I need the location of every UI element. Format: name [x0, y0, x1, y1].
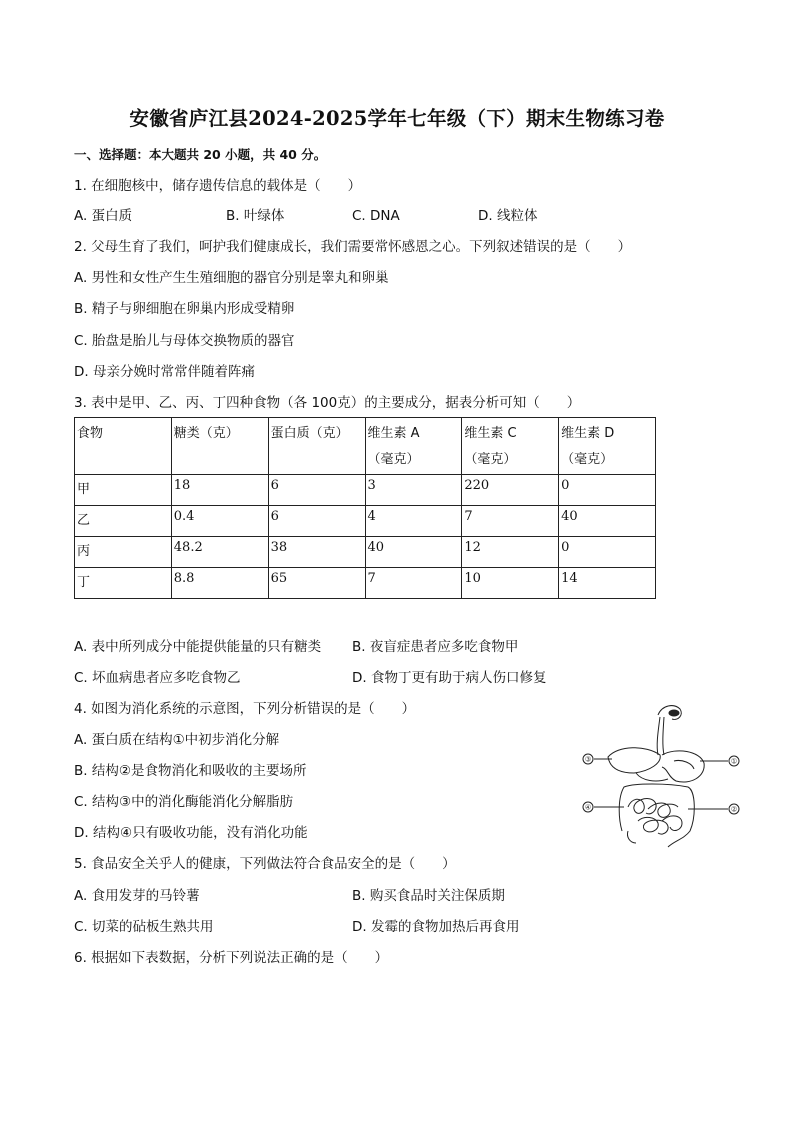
food-composition-table — [74, 417, 656, 599]
q1-option-c: C. DNA — [352, 208, 400, 224]
table-cell: 18 — [171, 475, 268, 506]
table-cell: 乙 — [75, 506, 172, 537]
table-cell: 0 — [559, 537, 656, 568]
table-cell: 7 — [462, 506, 559, 537]
table-header-cell: 维生素 C （毫克） — [462, 418, 559, 475]
table-cell: 甲 — [75, 475, 172, 506]
table-cell: 6 — [268, 506, 365, 537]
q2-option-c: C. 胎盘是胎儿与母体交换物质的器官 — [74, 333, 295, 349]
table-row — [75, 475, 656, 506]
table-header-cell: 食物 — [75, 418, 172, 475]
table-cell: 12 — [462, 537, 559, 568]
q3-option-b: B. 夜盲症患者应多吃食物甲 — [352, 639, 519, 655]
question-3-stem: 3. 表中是甲、乙、丙、丁四种食物（各 100克）的主要成分，据表分析可知（ ） — [74, 395, 581, 411]
q5-option-d: D. 发霉的食物加热后再食用 — [352, 919, 520, 935]
q5-option-a: A. 食用发芽的马铃薯 — [74, 888, 200, 904]
section-heading: 一、选择题：本大题共 20 小题，共 40 分。 — [74, 147, 327, 162]
table-row — [75, 537, 656, 568]
q2-option-b: B. 精子与卵细胞在卵巢内形成受精卵 — [74, 301, 295, 317]
question-2-stem: 2. 父母生育了我们，呵护我们健康成长，我们需要常怀感恩之心。下列叙述错误的是（ ） — [74, 239, 632, 255]
table-cell: 4 — [365, 506, 462, 537]
table-header-row — [75, 418, 656, 475]
q1-option-a: A. 蛋白质 — [74, 208, 133, 224]
diagram-label-3: ③ — [584, 755, 592, 764]
table-row — [75, 506, 656, 537]
q4-option-b: B. 结构②是食物消化和吸收的主要场所 — [74, 763, 307, 779]
table-header-cell: 维生素 A （毫克） — [365, 418, 462, 475]
table-cell: 丙 — [75, 537, 172, 568]
q2-option-a: A. 男性和女性产生生殖细胞的器官分别是睾丸和卵巢 — [74, 270, 389, 286]
table-cell: 0 — [559, 475, 656, 506]
diagram-label-2: ② — [730, 805, 738, 814]
q4-option-c: C. 结构③中的消化酶能消化分解脂肪 — [74, 794, 294, 810]
table-row — [75, 568, 656, 599]
table-cell: 48.2 — [171, 537, 268, 568]
table-cell: 0.4 — [171, 506, 268, 537]
q1-option-d: D. 线粒体 — [478, 208, 538, 224]
q4-option-a: A. 蛋白质在结构①中初步消化分解 — [74, 732, 280, 748]
table-cell: 38 — [268, 537, 365, 568]
table-cell: 6 — [268, 475, 365, 506]
q3-option-d: D. 食物丁更有助于病人伤口修复 — [352, 670, 547, 686]
diagram-label-1: ① — [730, 757, 738, 766]
table-header-cell: 蛋白质（克） — [268, 418, 365, 475]
table-cell: 10 — [462, 568, 559, 599]
exam-title: 安徽省庐江县2024-2025学年七年级（下）期末生物练习卷 — [129, 107, 665, 130]
q4-option-d: D. 结构④只有吸收功能，没有消化功能 — [74, 825, 308, 841]
table-cell: 220 — [462, 475, 559, 506]
q2-option-d: D. 母亲分娩时常常伴随着阵痛 — [74, 364, 255, 380]
q5-option-b: B. 购买食品时关注保质期 — [352, 888, 505, 904]
question-5-stem: 5. 食品安全关乎人的健康，下列做法符合食品安全的是（ ） — [74, 856, 456, 872]
question-4-stem: 4. 如图为消化系统的示意图，下列分析错误的是（ ） — [74, 701, 416, 717]
q1-option-b: B. 叶绿体 — [226, 208, 285, 224]
question-1-stem: 1. 在细胞核中，储存遗传信息的载体是（ ） — [74, 178, 362, 194]
table-cell: 40 — [365, 537, 462, 568]
table-cell: 7 — [365, 568, 462, 599]
digestive-system-diagram — [578, 697, 748, 857]
q3-option-c: C. 坏血病患者应多吃食物乙 — [74, 670, 241, 686]
table-cell: 65 — [268, 568, 365, 599]
question-6-stem: 6. 根据如下表数据，分析下列说法正确的是（ ） — [74, 950, 389, 966]
table-cell: 14 — [559, 568, 656, 599]
table-header-cell: 糖类（克） — [171, 418, 268, 475]
table-cell: 40 — [559, 506, 656, 537]
q5-option-c: C. 切菜的砧板生熟共用 — [74, 919, 214, 935]
q3-option-a: A. 表中所列成分中能提供能量的只有糖类 — [74, 639, 322, 655]
table-cell: 丁 — [75, 568, 172, 599]
table-cell: 3 — [365, 475, 462, 506]
table-cell: 8.8 — [171, 568, 268, 599]
table-header-cell: 维生素 D （毫克） — [559, 418, 656, 475]
diagram-label-4: ④ — [584, 803, 592, 812]
